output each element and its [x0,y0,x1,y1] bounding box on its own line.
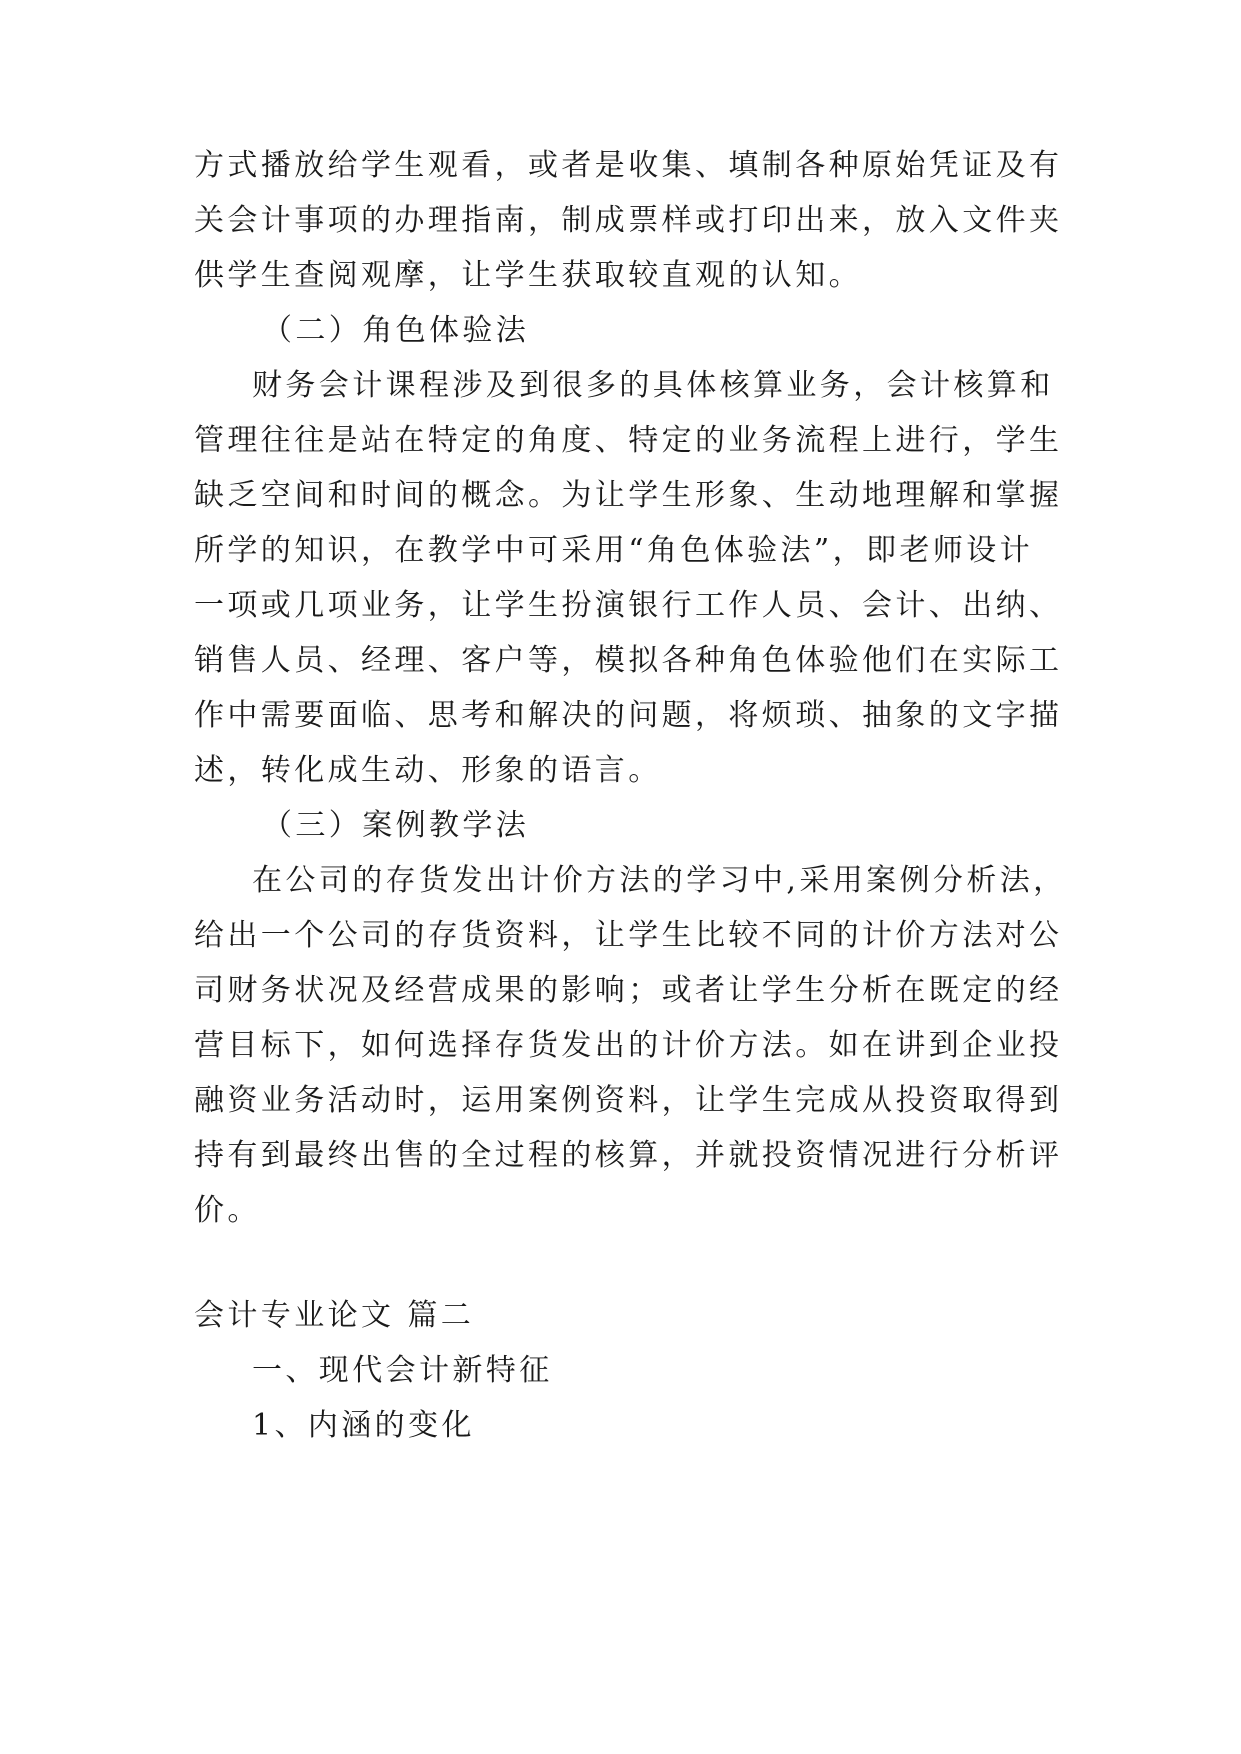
paragraph-line: 方式播放给学生观看，或者是收集、填制各种原始凭证及有 [194,148,1063,183]
paragraph-line: 关会计事项的办理指南，制成票样或打印出来，放入文件夹 [194,203,1063,238]
paragraph-line: 在公司的存货发出计价方法的学习中,采用案例分析法， [252,863,1067,898]
paragraph-line: 作中需要面临、思考和解决的问题，将烦琐、抽象的文字描 [194,698,1063,733]
paragraph-line: 管理往往是站在特定的角度、特定的业务流程上进行，学生 [194,423,1063,458]
section-heading-case-teaching: （三）案例教学法 [262,808,530,843]
paragraph-line: 所学的知识，在教学中可采用“角色体验法”，即老师设计 [194,533,1034,568]
paragraph-line: 销售人员、经理、客户等，模拟各种角色体验他们在实际工 [194,643,1063,678]
article-title: 会计专业论文 篇二 [194,1298,475,1333]
section-heading-features: 一、现代会计新特征 [252,1353,553,1388]
paragraph-line: 给出一个公司的存货资料，让学生比较不同的计价方法对公 [194,918,1063,953]
section-heading-role-play: （二）角色体验法 [262,313,530,348]
paragraph-line: 持有到最终出售的全过程的核算，并就投资情况进行分析评 [194,1138,1063,1173]
paragraph-line: 供学生查阅观摩，让学生获取较直观的认知。 [194,258,862,293]
paragraph-line: 融资业务活动时，运用案例资料，让学生完成从投资取得到 [194,1083,1063,1118]
paragraph-line: 一项或几项业务，让学生扮演银行工作人员、会计、出纳、 [194,588,1063,623]
paragraph-line: 营目标下，如何选择存货发出的计价方法。如在讲到企业投 [194,1028,1063,1063]
paragraph-line: 司财务状况及经营成果的影响；或者让学生分析在既定的经 [194,973,1063,1008]
paragraph-line: 述，转化成生动、形象的语言。 [194,753,662,788]
paragraph-line: 价。 [194,1193,261,1228]
paragraph-line: 财务会计课程涉及到很多的具体核算业务，会计核算和 [252,368,1054,403]
paragraph-line: 缺乏空间和时间的概念。为让学生形象、生动地理解和掌握 [194,478,1063,513]
subsection-heading: 1、内涵的变化 [252,1408,475,1443]
